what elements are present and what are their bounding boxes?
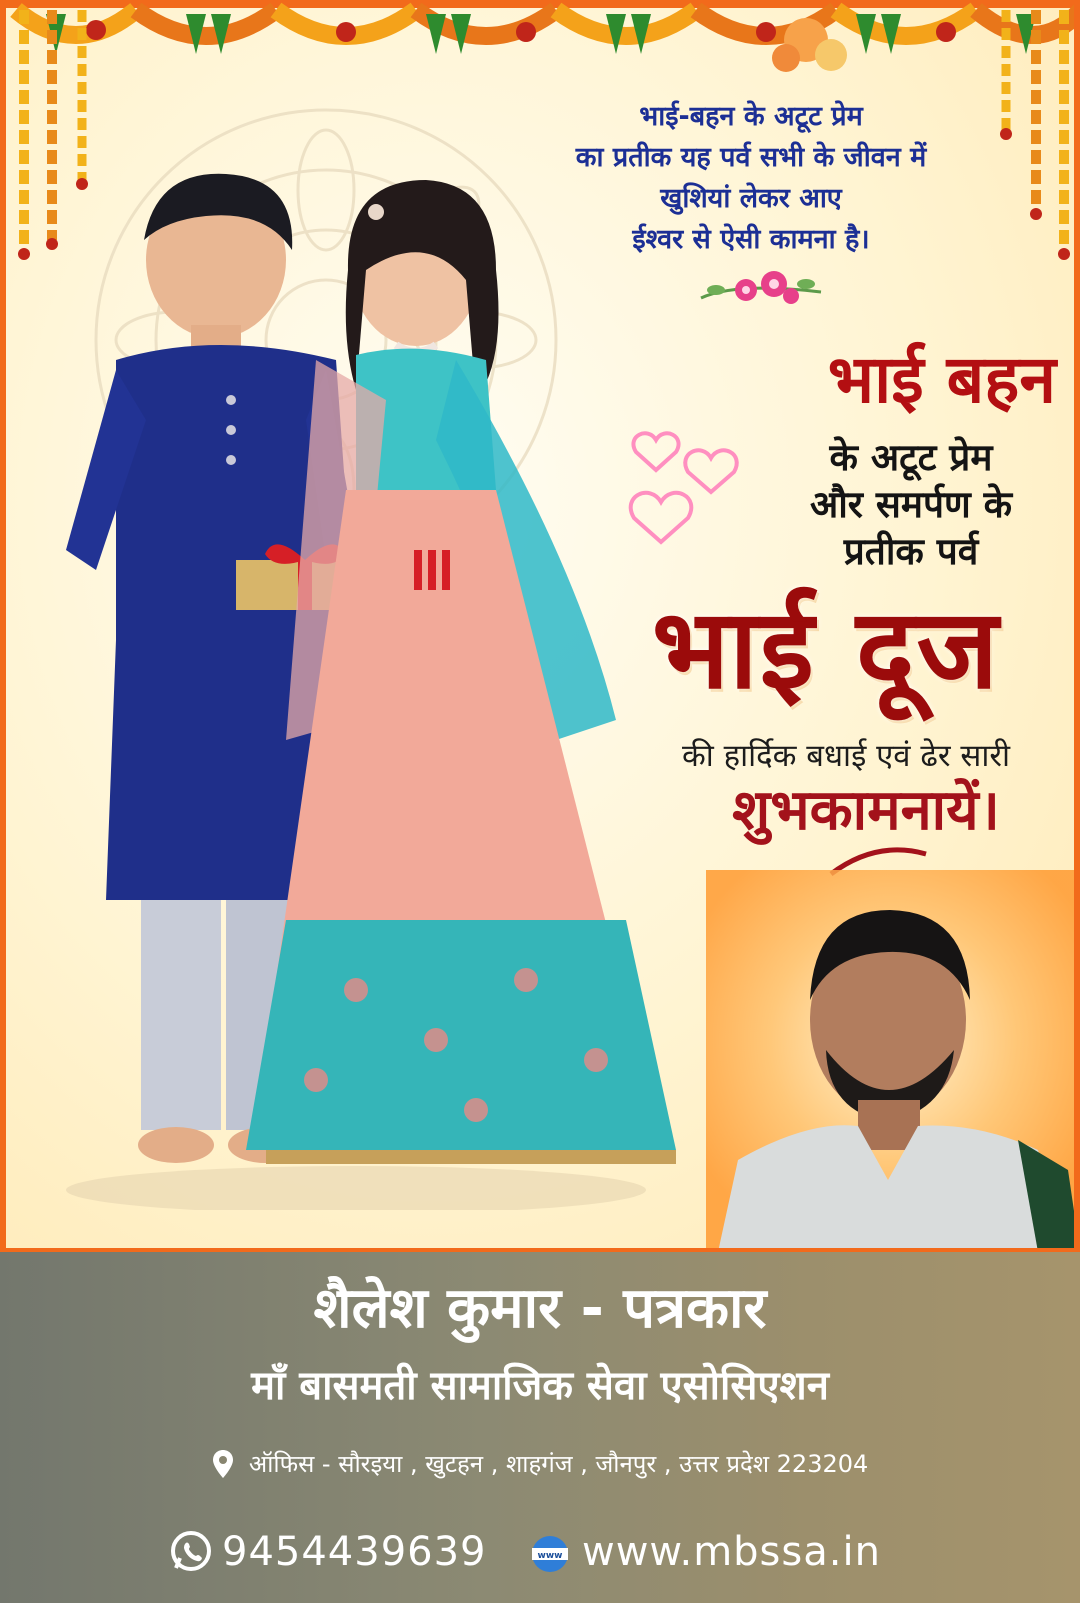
address-row (0, 1448, 1080, 1480)
address-text: ऑफिस - सौरइया , खुटहन , शाहगंज , जौनपुर , उत्तर प्रदेश 223204 (248, 1450, 869, 1478)
greeting-wishes: शुभकामनायें। (732, 778, 1000, 843)
tagline-line: प्रतीक पर्व (843, 530, 979, 573)
phone-number[interactable]: 9454439639 (222, 1529, 487, 1575)
website-link[interactable]: www.mbssa.in (582, 1529, 881, 1575)
wish-message (516, 96, 986, 260)
wish-message-line: खुशियां लेकर आए (660, 183, 842, 214)
www-badge-text: www (537, 1551, 563, 1561)
organization-name: माँ बासमती सामाजिक सेवा एसोसिएशन (251, 1363, 829, 1409)
person-name: शैलेश कुमार - पत्रकार (313, 1276, 767, 1341)
whatsapp-icon (170, 1530, 212, 1572)
wish-message-line: ईश्वर से ऐसी कामना है। (632, 224, 870, 255)
person-portrait (718, 890, 1080, 1252)
greeting-subtext: की हार्दिक बधाई एवं ढेर सारी (681, 738, 1011, 774)
bhai-bahan-heading: भाई बहन (827, 341, 1056, 418)
globe-www-icon (530, 1534, 570, 1574)
contact-row (0, 1524, 1080, 1584)
wish-message-line: भाई-बहन के अटूट प्रेम (639, 101, 863, 132)
tagline (766, 434, 1056, 575)
wish-message-line: का प्रतीक यह पर्व सभी के जीवन में (575, 142, 927, 173)
tagline-line: और समर्पण के (809, 483, 1013, 526)
heart-icon (621, 410, 751, 560)
flower-icon (696, 262, 826, 318)
footer-band (0, 1252, 1080, 1603)
location-pin-icon (212, 1449, 234, 1479)
festival-title: भाई दूज (651, 585, 1001, 713)
tagline-line: के अटूट प्रेम (829, 436, 993, 479)
